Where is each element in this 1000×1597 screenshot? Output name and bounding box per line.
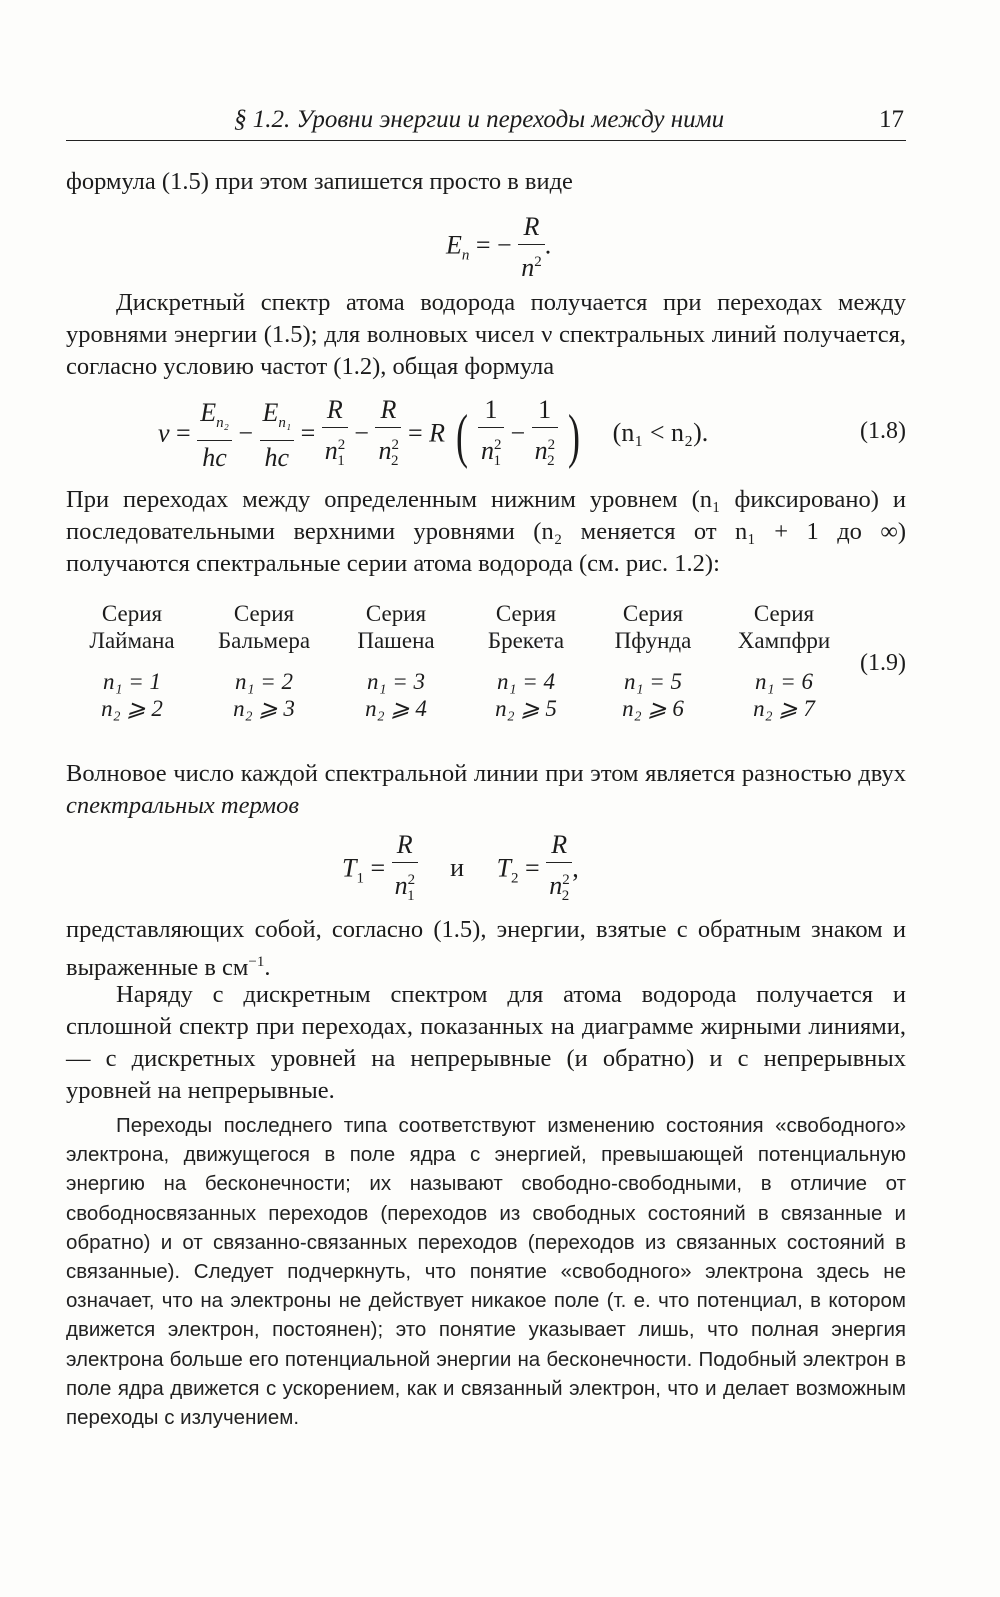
frac-term2 bbox=[546, 828, 572, 913]
eq-n: n bbox=[394, 871, 408, 900]
eq-equals: = bbox=[176, 418, 191, 448]
eq-denominator: n bbox=[521, 253, 535, 282]
eq-symbol: E bbox=[446, 230, 462, 260]
series-label: Серия bbox=[622, 601, 684, 626]
frac-1-n2sq bbox=[532, 393, 558, 478]
frac-r-n1sq bbox=[322, 393, 348, 478]
equation-energy bbox=[446, 210, 551, 285]
eq-sub1: 1 bbox=[407, 888, 415, 904]
eq-sq: 2 bbox=[337, 437, 346, 453]
term-t1: T bbox=[342, 853, 357, 883]
term-comma: , bbox=[572, 853, 579, 883]
series-label: Серия bbox=[233, 601, 295, 626]
eq-en1: E bbox=[262, 398, 279, 427]
eq-en2-sub: n₂ bbox=[216, 415, 229, 431]
eq-sub1: 1 bbox=[337, 453, 345, 469]
terms-text: Волновое число каждой спектральной линии при этом является разностью двух bbox=[66, 760, 906, 787]
eq-sub2: 2 bbox=[547, 453, 555, 469]
running-header bbox=[66, 104, 906, 141]
eq-n: n bbox=[324, 436, 338, 465]
paragraph-energies bbox=[66, 914, 906, 984]
series-n1: n₁ = 6 bbox=[754, 669, 814, 694]
eq-minus: − bbox=[510, 418, 526, 448]
eq-en2: E bbox=[200, 398, 217, 427]
series-n1: n₁ = 2 bbox=[234, 669, 294, 694]
eq-one: 1 bbox=[532, 393, 558, 428]
eq-exponent: 2 bbox=[534, 254, 542, 270]
series-name: Хампфри bbox=[737, 628, 831, 653]
term-t2-sub: 2 bbox=[511, 870, 519, 887]
series-n2: n₂ ⩾ 2 bbox=[101, 696, 163, 721]
eq-period: . bbox=[544, 230, 552, 260]
equation-terms bbox=[342, 828, 579, 913]
eq-equals: = bbox=[370, 853, 386, 883]
eq-r: R bbox=[546, 828, 572, 863]
series-label: Серия bbox=[753, 601, 815, 626]
eq-sq: 2 bbox=[562, 872, 570, 888]
equation-number-1-8: (1.8) bbox=[860, 418, 906, 444]
eq-operator: = − bbox=[475, 230, 512, 260]
eq-minus: − bbox=[354, 418, 369, 448]
eq-n: n bbox=[534, 436, 548, 465]
eq-en1-sub: n₁ bbox=[278, 415, 292, 431]
eq-sub2: 2 bbox=[561, 888, 570, 904]
series-n2-row bbox=[66, 695, 852, 722]
paragraph-series-intro: При переходах между определенным нижним уровнем (n₁ фиксировано) и последовательными верхними уровнями (n₂ меняется от n₁ + 1 до ∞) получаются спектральные серии атома водорода (см. рис. 1.2): bbox=[66, 486, 906, 577]
series-n2: n₂ ⩾ 6 bbox=[622, 696, 684, 721]
eq-sq: 2 bbox=[407, 872, 416, 888]
paragraph-free-free: Переходы последнего типа соответствуют изменению состояния «свободного» электрона, движущегося в поле ядра с энергией, превышающей потенциальную энергию на бесконечности; их называют свободно-свободными, в отличие от свободносвязанных переходов (переходов из свободных состояний в связанные и обратно) и от связанно-связанных переходов (переходов из связанных состояний в связанные). Следует подчеркнуть, что понятие «свободного» электрона здесь не означает, что на электроны не действует никакое поле (т. е. что потенциал, в котором движется электрон, постоянен); это понятие указывает лишь, что полная энергия электрона больше его потенциальной энергии на бесконечности. Подобный электрон в поле ядра движется с ускорением, как и связанный электрон, что и делает возможным переходы с излучением. bbox=[66, 1114, 906, 1430]
series-name-row bbox=[66, 627, 852, 654]
eq-equals: = bbox=[407, 418, 423, 448]
series-n2: n₂ ⩾ 3 bbox=[233, 696, 295, 721]
frac-term1 bbox=[392, 828, 418, 913]
series-label-row bbox=[66, 600, 852, 627]
eq-condition: (n₁ < n₂). bbox=[612, 418, 709, 448]
left-paren: ( bbox=[455, 402, 468, 469]
terms-emphasis: спектральных термов bbox=[66, 792, 300, 819]
eq-n: n bbox=[549, 871, 563, 900]
eq-sq: 2 bbox=[494, 437, 502, 453]
right-paren: ) bbox=[568, 402, 581, 469]
series-label: Серия bbox=[495, 601, 557, 626]
paragraph-continuous-spectrum: Наряду с дискретным спектром для атома водорода получается и сплошной спектр при переходах, показанных на диаграмме жирными линиями, — с дискретных уровней на непрерывные (и обратно) и с непрерывных уровней на непрерывные. bbox=[66, 981, 906, 1104]
eq-nu: ν bbox=[158, 418, 170, 448]
eq-fraction bbox=[518, 210, 545, 285]
frac-r-n2sq bbox=[375, 393, 401, 478]
series-label: Серия bbox=[365, 601, 427, 626]
eq-r: R bbox=[392, 828, 418, 863]
eq-subscript: n bbox=[461, 247, 470, 264]
series-n1: n₁ = 4 bbox=[496, 669, 556, 694]
eq-sq: 2 bbox=[391, 437, 399, 453]
frac-1-n1sq bbox=[478, 393, 504, 478]
term-and: и bbox=[450, 853, 465, 883]
eq-one: 1 bbox=[478, 393, 504, 428]
energies-period: . bbox=[264, 954, 271, 982]
eq-n: n bbox=[378, 436, 392, 465]
paragraph-terms bbox=[66, 758, 906, 822]
energies-exponent: −1 bbox=[248, 954, 265, 970]
series-n1: n₁ = 3 bbox=[366, 669, 426, 694]
eq-sub2: 2 bbox=[390, 453, 399, 469]
paragraph-intro: формула (1.5) при этом запишется просто в виде bbox=[66, 168, 573, 195]
series-n1: n₁ = 5 bbox=[623, 669, 683, 694]
eq-r-factor: R bbox=[429, 418, 446, 448]
series-n1: n₁ = 1 bbox=[102, 669, 162, 694]
eq-numerator: R bbox=[518, 210, 545, 245]
term-t2: T bbox=[496, 853, 512, 883]
page-number: 17 bbox=[879, 106, 904, 133]
series-name: Бальмера bbox=[217, 628, 311, 653]
eq-equals: = bbox=[300, 418, 316, 448]
term-t1-sub: 1 bbox=[356, 870, 364, 887]
eq-hc: hc bbox=[264, 443, 290, 472]
frac-en1-hc bbox=[260, 396, 295, 475]
paragraph-discrete-spectrum: Дискретный спектр атома водорода получается при переходах между уровнями энергии (1.5); для волновых чисел ν спектральных линий получается, согласно условию частот (1.2), общая формула bbox=[66, 289, 906, 380]
equation-wavenumber bbox=[158, 393, 708, 478]
series-table bbox=[66, 600, 852, 722]
series-n1-row bbox=[66, 668, 852, 695]
eq-sq: 2 bbox=[547, 437, 556, 453]
series-name: Брекета bbox=[487, 628, 565, 653]
series-name: Пфунда bbox=[614, 628, 692, 653]
eq-hc: hc bbox=[202, 443, 227, 472]
eq-equals: = bbox=[525, 853, 540, 883]
equation-number-1-9: (1.9) bbox=[860, 650, 906, 676]
series-label: Серия bbox=[101, 601, 163, 626]
energies-text: представляющих собой, согласно (1.5), энергии, взятые с обратным знаком и выраженные в см bbox=[66, 916, 906, 982]
eq-r: R bbox=[322, 393, 348, 428]
section-title: § 1.2. Уровни энергии и переходы между ними bbox=[234, 106, 725, 133]
series-name: Лаймана bbox=[89, 628, 175, 653]
eq-minus: − bbox=[238, 418, 253, 448]
series-name: Пашена bbox=[357, 628, 435, 653]
eq-n: n bbox=[481, 436, 494, 465]
series-n2: n₂ ⩾ 7 bbox=[753, 696, 815, 721]
eq-r: R bbox=[375, 393, 401, 428]
series-n2: n₂ ⩾ 5 bbox=[495, 696, 557, 721]
frac-en2-hc bbox=[197, 396, 232, 475]
eq-sub1: 1 bbox=[493, 453, 501, 469]
series-n2: n₂ ⩾ 4 bbox=[365, 696, 427, 721]
